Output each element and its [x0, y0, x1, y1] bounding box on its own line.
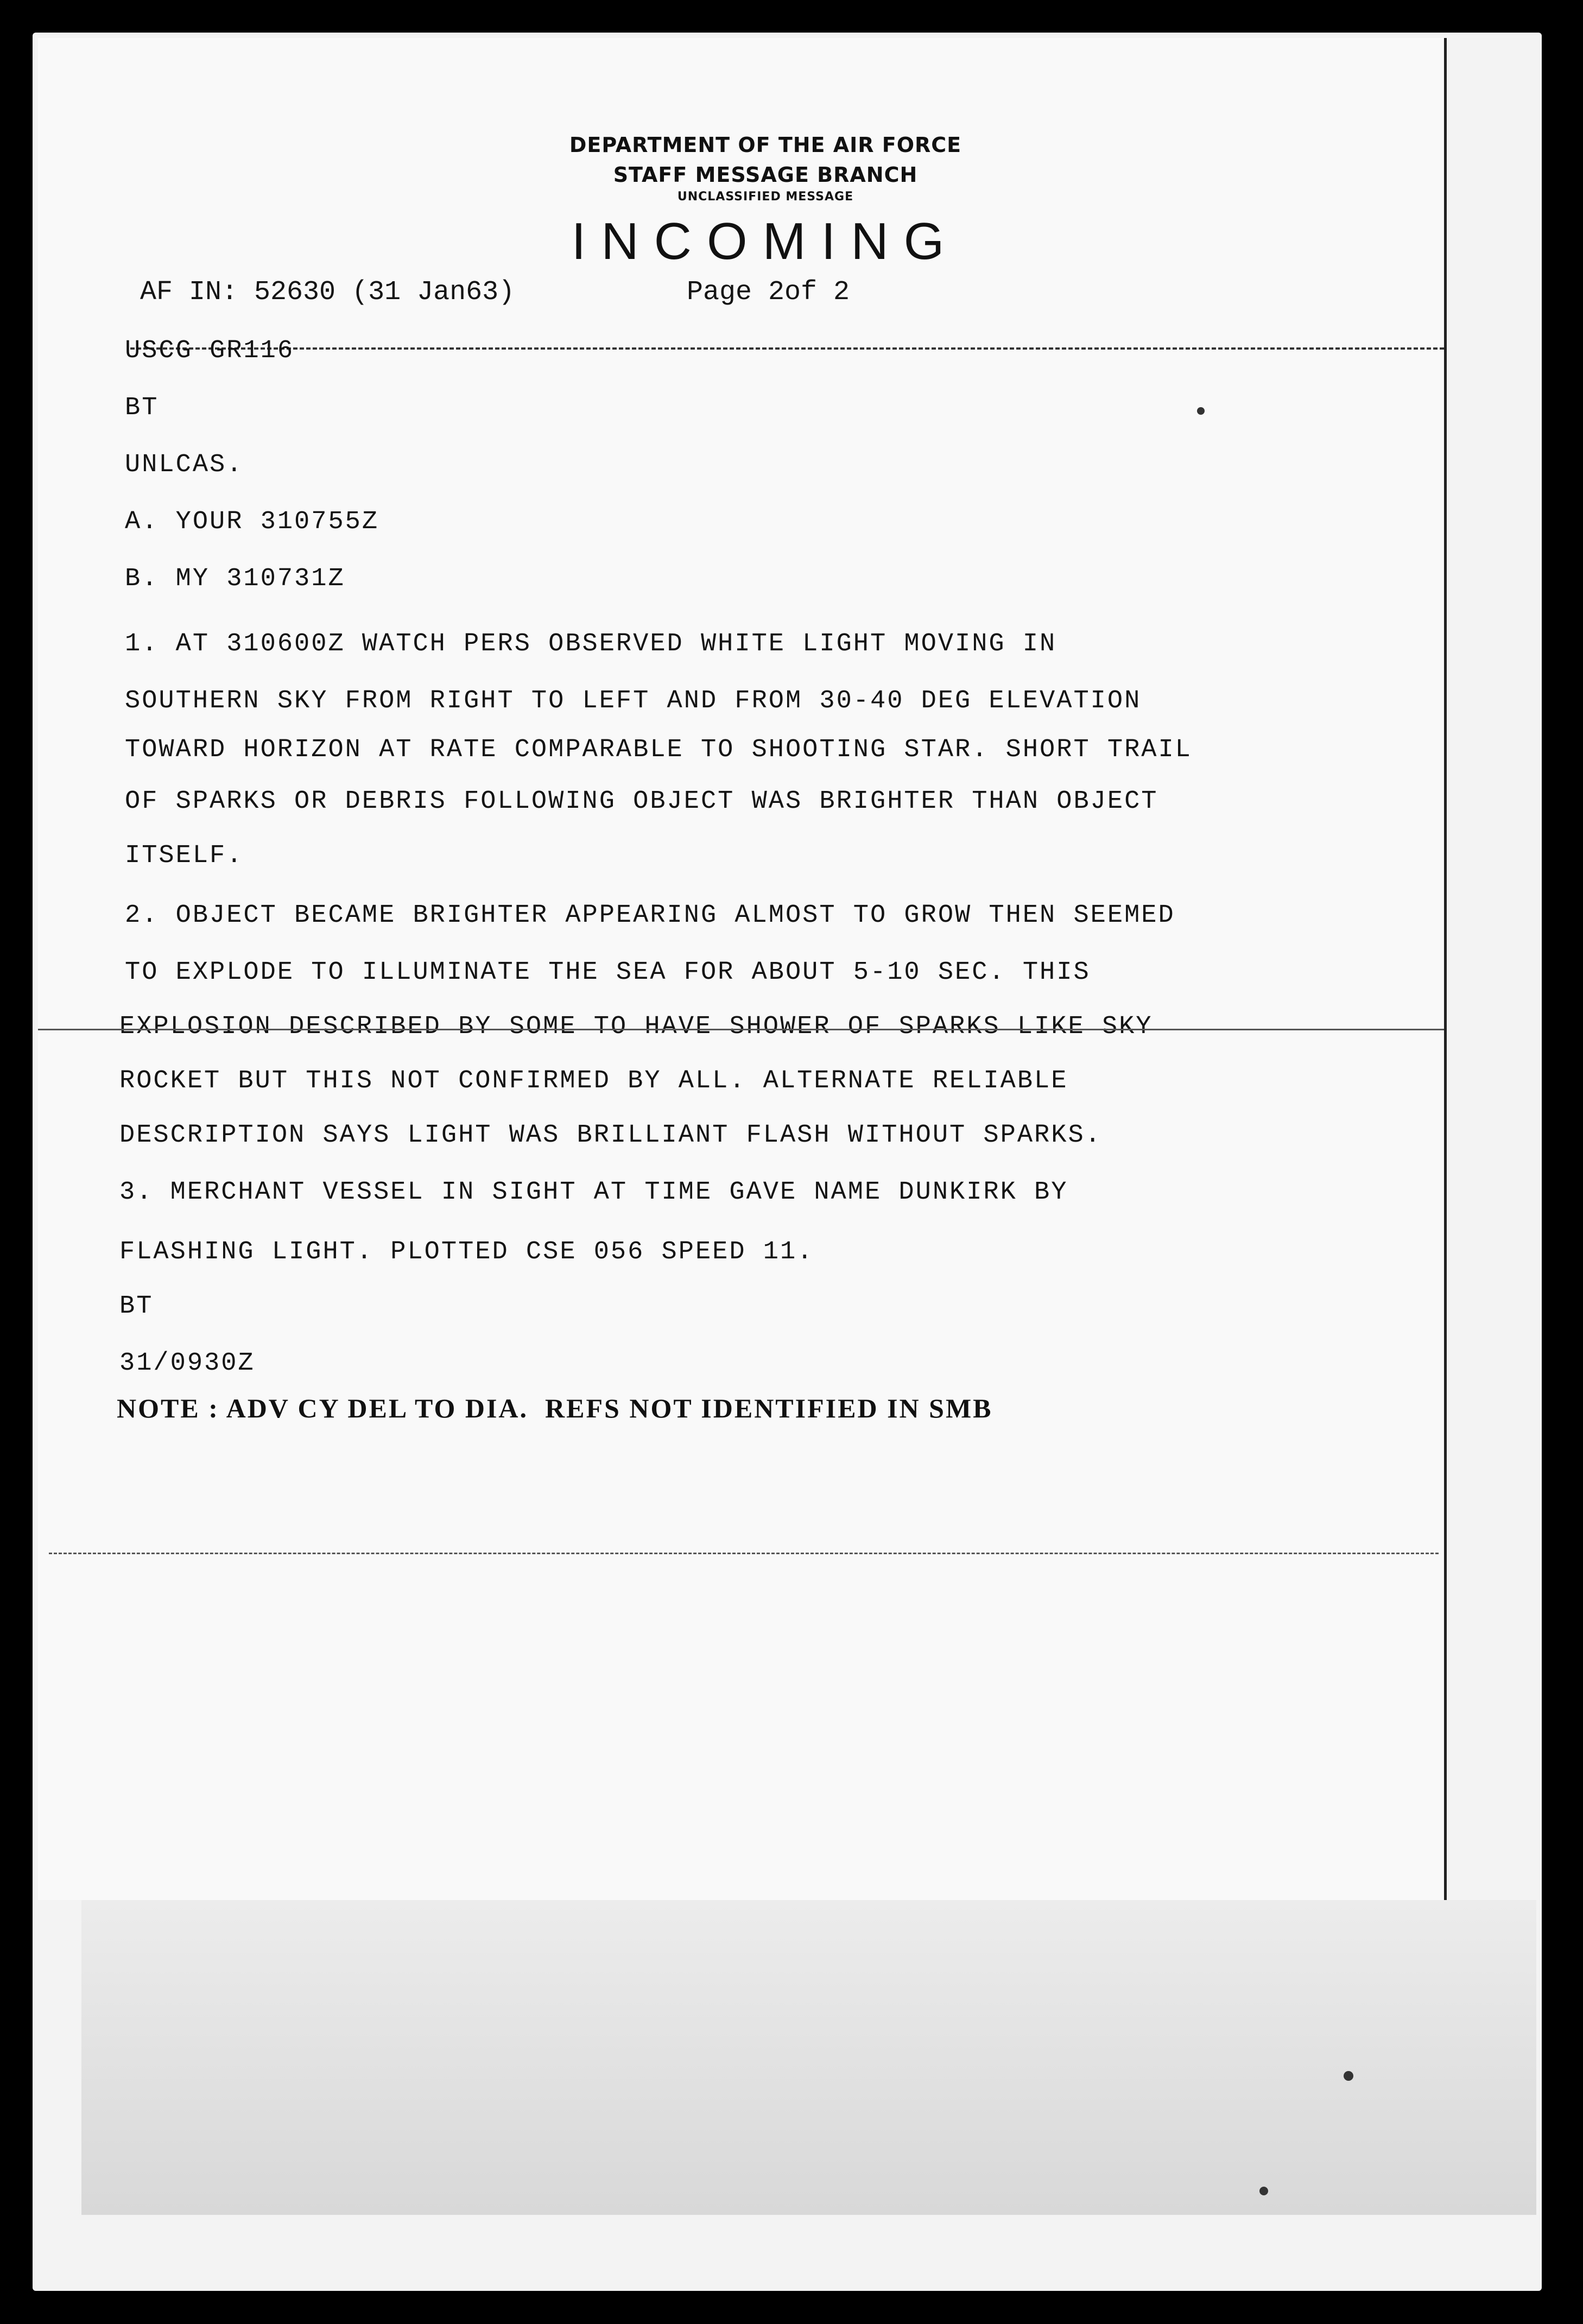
department-heading: DEPARTMENT OF THE AIR FORCE — [569, 133, 962, 157]
message-line: B. MY 310731Z — [125, 565, 345, 593]
scan-speck — [1344, 2071, 1353, 2081]
message-line: DESCRIPTION SAYS LIGHT WAS BRILLIANT FLASH WITHOUT SPARKS. — [119, 1121, 1102, 1150]
message-line: ROCKET BUT THIS NOT CONFIRMED BY ALL. ALTERNATE RELIABLE — [119, 1067, 1068, 1095]
scan-speck — [1259, 2187, 1268, 2195]
paper-lower-margin — [81, 1900, 1536, 2215]
message-line: EXPLOSION DESCRIBED BY SOME TO HAVE SHOWER OF SPARKS LIKE SKY — [119, 1012, 1153, 1041]
scan-speck — [1197, 407, 1205, 415]
header-rule — [130, 347, 1444, 350]
message-line: 31/0930Z — [119, 1349, 255, 1378]
message-line: TOWARD HORIZON AT RATE COMPARABLE TO SHOOTING STAR. SHORT TRAIL — [125, 736, 1192, 764]
message-line: USCG GR116 — [125, 337, 295, 365]
message-line: OF SPARKS OR DEBRIS FOLLOWING OBJECT WAS BRIGHTER THAN OBJECT — [125, 787, 1158, 816]
message-line: BT — [125, 394, 159, 422]
footer-rule — [49, 1553, 1439, 1554]
routing-note: NOTE : ADV CY DEL TO DIA. REFS NOT IDENTIFIED IN SMB — [117, 1393, 993, 1423]
message-line: 1. AT 310600Z WATCH PERS OBSERVED WHITE LIGHT MOVING IN — [125, 630, 1057, 658]
fold-line — [38, 1029, 1444, 1030]
message-line: ITSELF. — [125, 841, 244, 870]
message-line: 2. OBJECT BECAME BRIGHTER APPEARING ALMOST TO GROW THEN SEEMED — [125, 901, 1175, 930]
af-in-reference: AF IN: 52630 (31 Jan63) — [140, 277, 515, 308]
message-line: TO EXPLODE TO ILLUMINATE THE SEA FOR ABOUT 5-10 SEC. THIS — [125, 958, 1091, 987]
incoming-title: INCOMING — [571, 212, 960, 270]
message-line: 3. MERCHANT VESSEL IN SIGHT AT TIME GAVE NAME DUNKIRK BY — [119, 1178, 1068, 1207]
classification-label: UNCLASSIFIED MESSAGE — [677, 190, 854, 204]
message-line: A. YOUR 310755Z — [125, 508, 379, 536]
page-number: Page 2of 2 — [687, 277, 850, 308]
message-line: SOUTHERN SKY FROM RIGHT TO LEFT AND FROM 30-40 DEG ELEVATION — [125, 687, 1142, 715]
message-line: BT — [119, 1292, 154, 1321]
message-line: UNLCAS. — [125, 451, 244, 479]
message-line: FLASHING LIGHT. PLOTTED CSE 056 SPEED 11. — [119, 1238, 814, 1267]
branch-heading: STAFF MESSAGE BRANCH — [613, 163, 918, 187]
